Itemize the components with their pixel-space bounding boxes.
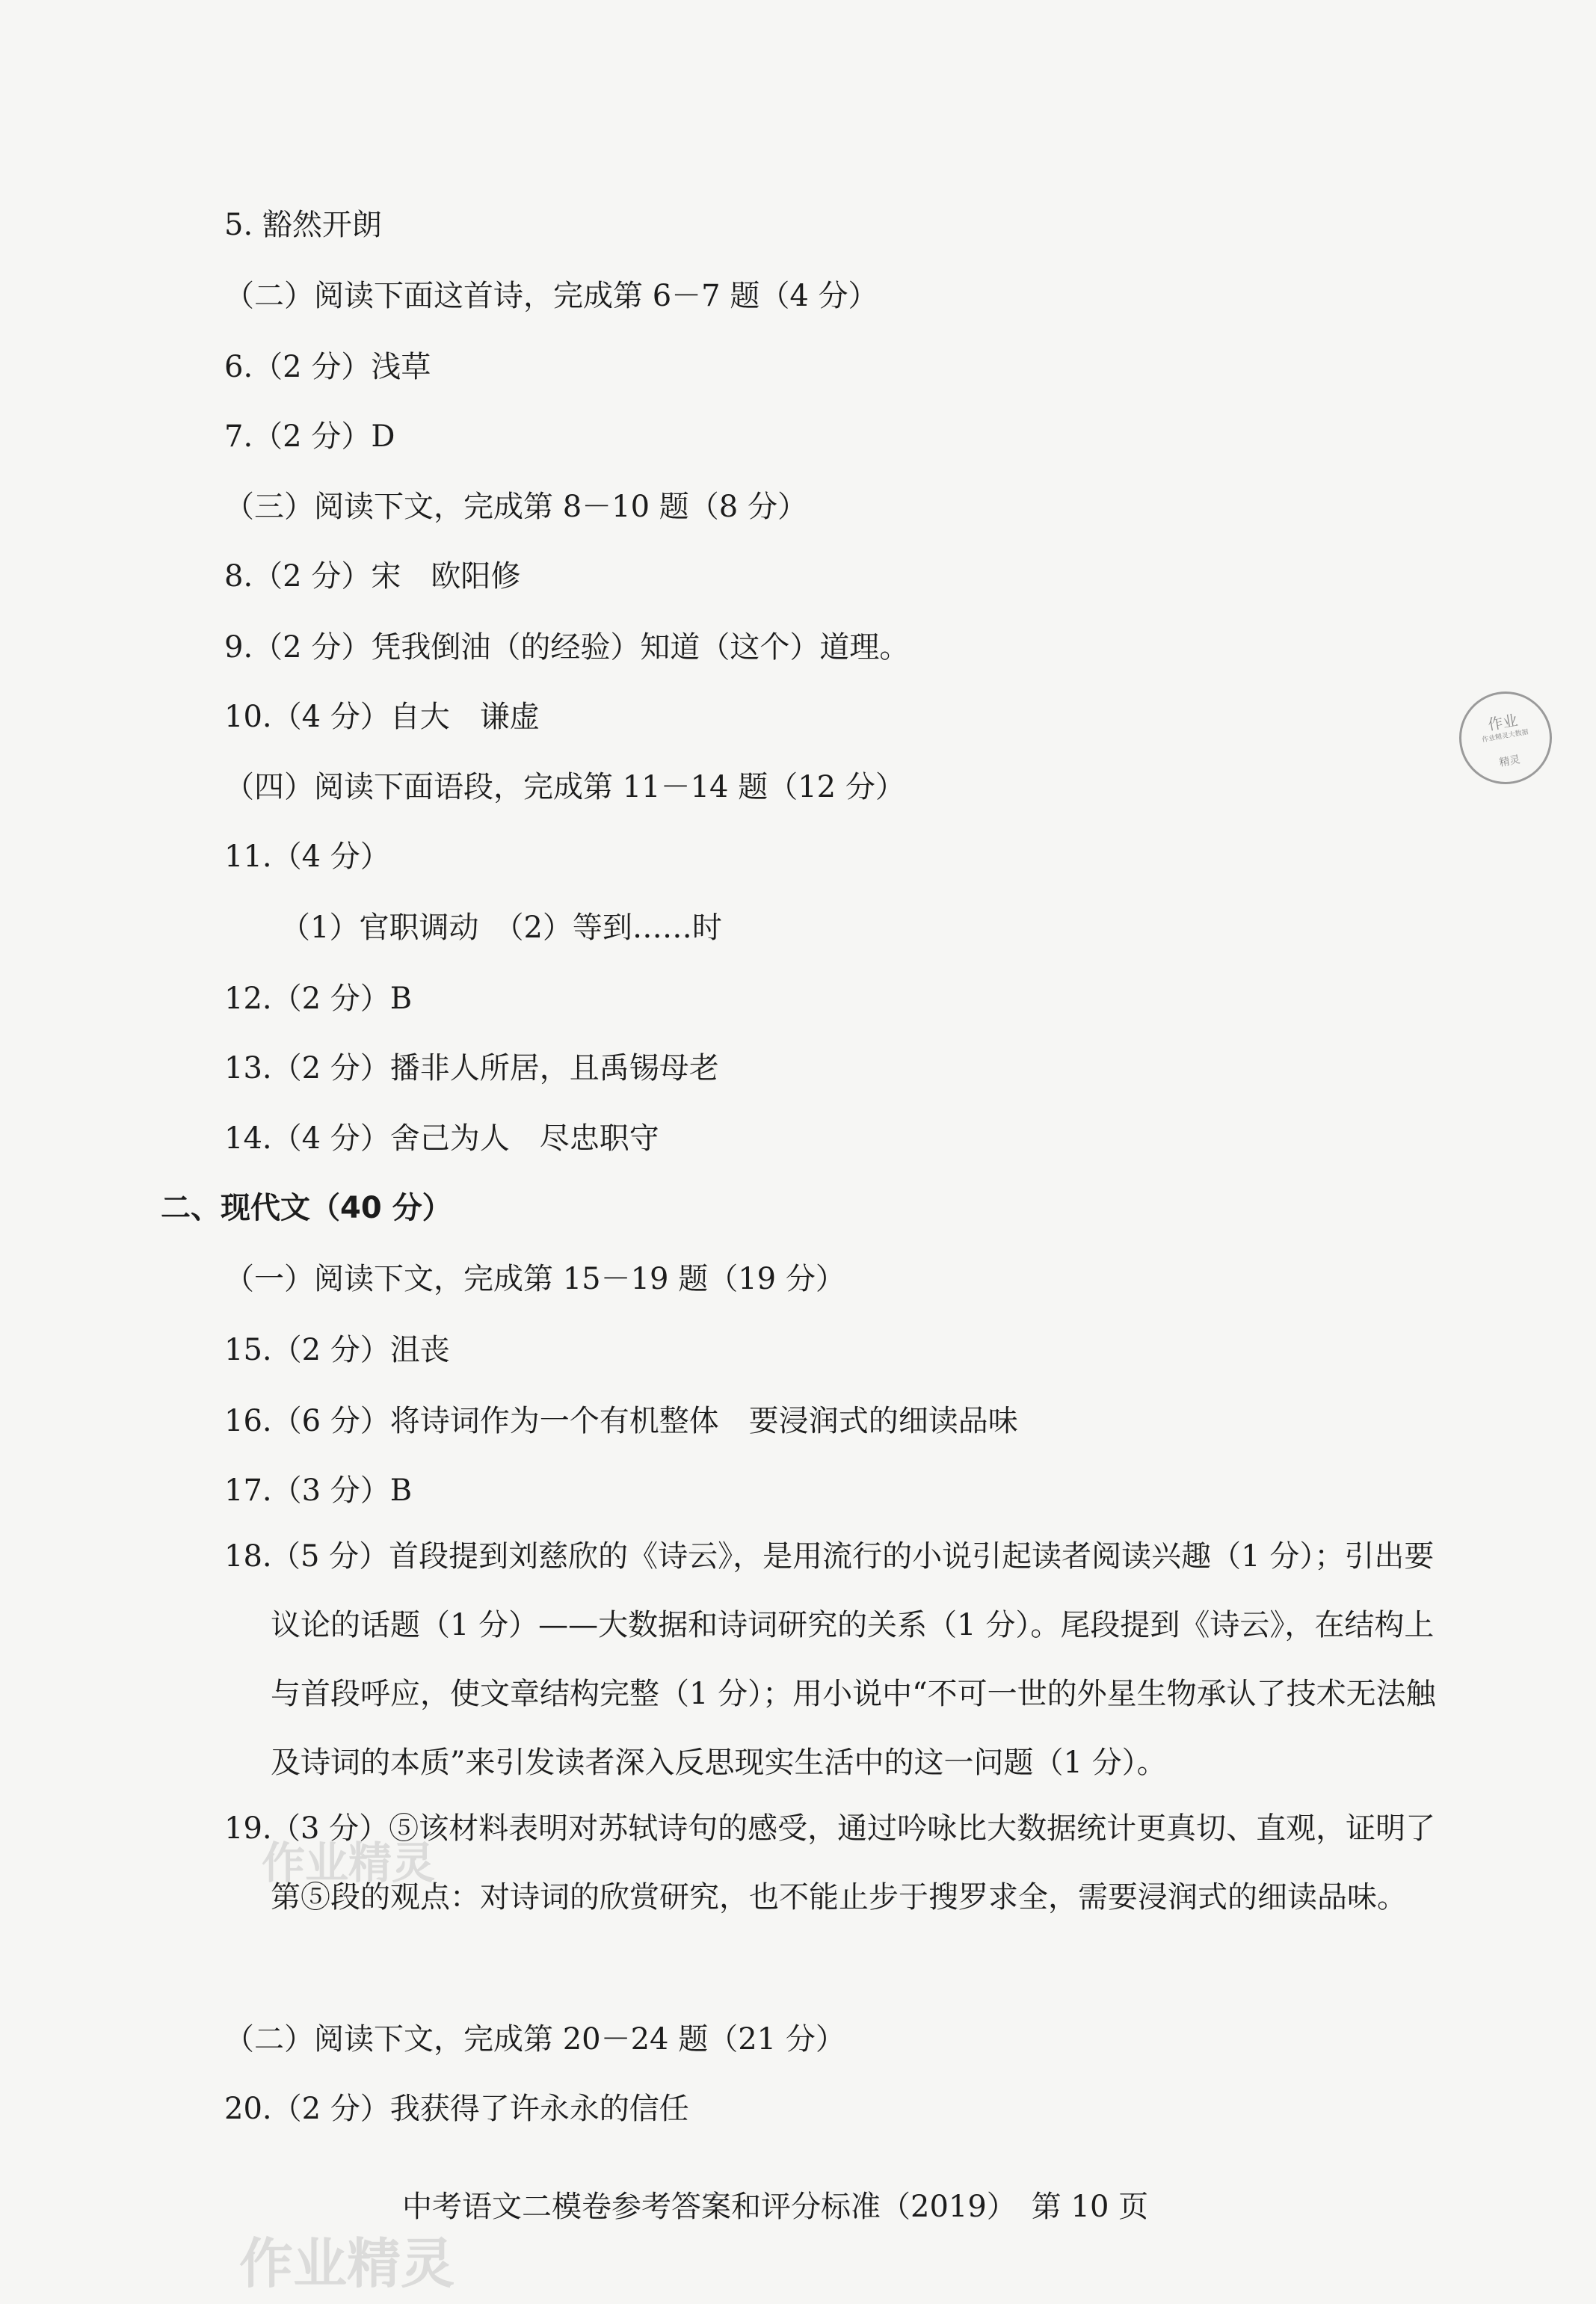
line-q11: 11.（4 分）: [224, 840, 390, 874]
q19-number: 19.: [224, 1811, 272, 1846]
watermark: 作业精灵: [262, 1838, 436, 1888]
line-q5: 5. 豁然开朗: [224, 208, 382, 242]
section-heading-5: （二）阅读下文，完成第 20－24 题（21 分）: [224, 2022, 845, 2057]
stamp-text-2: 作业精灵大数据: [1481, 728, 1529, 745]
line-q10: 10.（4 分）自大 谦虚: [224, 700, 540, 734]
line-q6: 6.（2 分）浅草: [224, 350, 431, 384]
section-heading-1: （一）阅读下文，完成第 15－19 题（19 分）: [224, 1262, 845, 1296]
line-q9: 9.（2 分）凭我倒油（的经验）知道（这个）道理。: [224, 630, 910, 665]
q18-text: （5 分）首段提到刘慈欣的《诗云》，是用流行的小说引起读者阅读兴趣（1 分）；引出要议论的话题（1 分）——大数据和诗词研究的关系（1 分）。尾段提到《诗云》，在结构上与首段呼应，使文章结构完整（1 分）；用小说中“不可一世的外星生物承认了技术无法触及诗词的本质”来引发读者深入反思现实生活中的这一问题（1 分）。: [271, 1539, 1436, 1780]
q18-number: 18.: [224, 1539, 272, 1574]
stamp-logo: [1452, 684, 1559, 792]
line-q12: 12.（2 分）B: [224, 982, 413, 1016]
line-q14: 14.（4 分）舍己为人 尽忠职守: [224, 1121, 659, 1156]
line-q15: 15.（2 分）沮丧: [224, 1333, 450, 1367]
line-q13: 13.（2 分）播非人所居，且禹锡母老: [224, 1051, 719, 1085]
section-heading-4: （四）阅读下面语段，完成第 11－14 题（12 分）: [224, 770, 905, 804]
line-q20: 20.（2 分）我获得了许永永的信任: [224, 2092, 689, 2126]
line-q16: 16.（6 分）将诗词作为一个有机整体 要浸润式的细读品味: [224, 1404, 1018, 1438]
answer-q19: [224, 1794, 1450, 2003]
stamp-text-1: 作业: [1486, 711, 1520, 734]
q19-text: （3 分）⑤该材料表明对苏轼诗句的感受，通过吟咏比大数据统计更真切、直观，证明了第⑤段的观点：对诗词的欣赏研究，也不能止步于搜罗求全，需要浸润式的细读品味。: [271, 1811, 1436, 1915]
line-q11-answer: （1）官职调动 （2）等到……时: [280, 911, 722, 945]
watermark: 作业精灵: [239, 2232, 455, 2295]
line-q7: 7.（2 分）D: [224, 419, 395, 454]
section-heading-2: （二）阅读下面这首诗，完成第 6－7 题（4 分）: [224, 279, 878, 313]
page-footer: 中考语文二模卷参考答案和评分标准（2019） 第 10 页: [402, 2190, 1149, 2224]
line-q17: 17.（3 分）B: [224, 1473, 413, 1508]
part-heading-modern: 二、现代文（40 分）: [161, 1191, 452, 1225]
answer-q18: [224, 1522, 1450, 1799]
section-heading-3: （三）阅读下文，完成第 8－10 题（8 分）: [224, 490, 807, 524]
line-q8: 8.（2 分）宋 欧阳修: [224, 559, 521, 594]
stamp-text-3: 精灵: [1498, 754, 1521, 769]
